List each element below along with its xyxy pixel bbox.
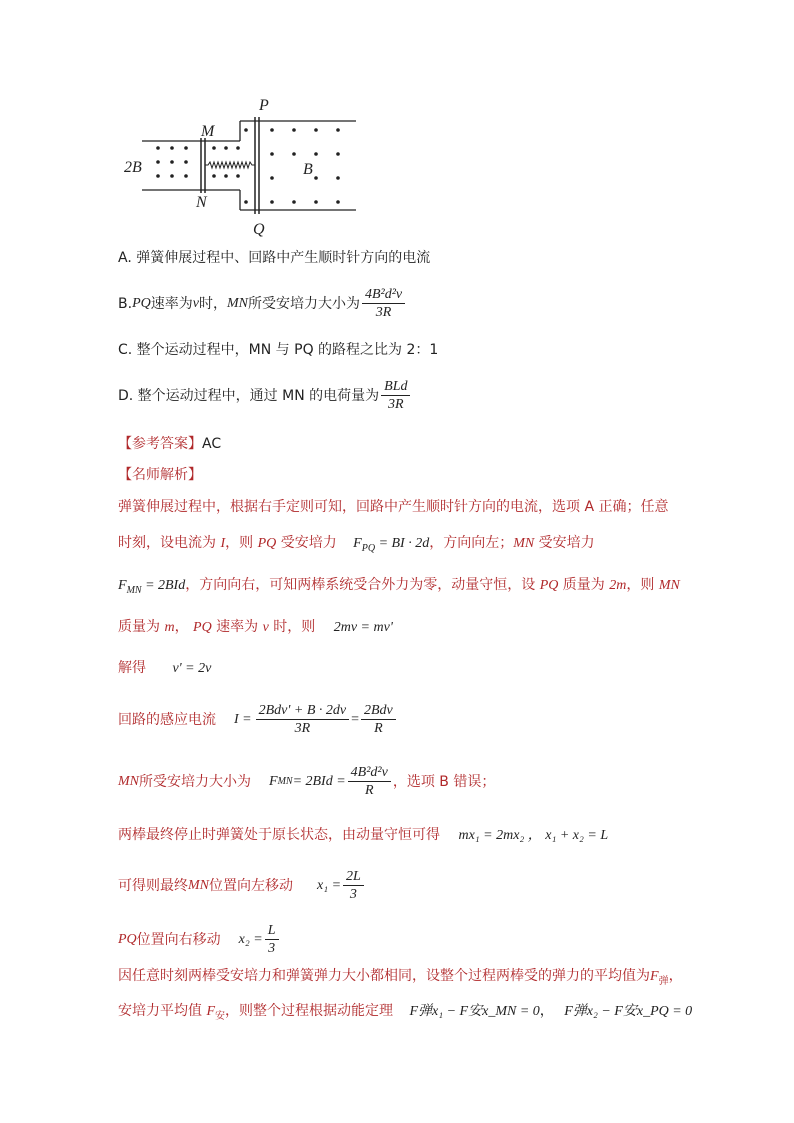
analysis-line-4: 质量为 m， PQ 速率为 v 时，则 2mv = mv' — [118, 619, 393, 635]
field-dot-2b — [170, 160, 174, 164]
field-dot-b — [336, 128, 340, 132]
field-dot-b — [244, 200, 248, 204]
option-b-pq: PQ — [132, 295, 151, 311]
analysis-line-9: 可得则最终 MN 位置向左移动 x₁ = $\frac{2L}{3}$ — [118, 868, 366, 903]
field-dot-b — [270, 128, 274, 132]
analysis-label: 【名师解析】 — [118, 467, 202, 483]
analysis-line-11: 因任意时刻两棒受安培力和弹簧弹力大小都相同，设整个过程两棒受的弹力的平均值为$F_弹$， — [118, 968, 683, 987]
field-dot-b — [336, 200, 340, 204]
field-dots-left — [156, 146, 240, 178]
label-m: M — [201, 123, 215, 140]
field-dot-2b — [184, 160, 188, 164]
field-dot-b — [336, 176, 340, 180]
option-b-mid: 速率为 — [150, 295, 193, 312]
option-d — [118, 378, 412, 413]
label-p: P — [259, 97, 269, 114]
analysis-line-1: 弹簧伸展过程中，根据右手定则可知，回路中产生顺时针方向的电流，选项 A 正确；任意 — [118, 499, 669, 515]
field-dot-2b — [224, 146, 228, 150]
option-d-text: D. 整个运动过程中，通过 MN 的电荷量为 — [118, 387, 380, 404]
field-dot-b — [314, 200, 318, 204]
option-a: A. 弹簧伸展过程中、回路中产生顺时针方向的电流 — [118, 250, 431, 266]
answer-line — [118, 434, 221, 454]
field-dot-2b — [184, 146, 188, 150]
field-dot-b — [314, 176, 318, 180]
analysis-line-6: 回路的感应电流 I = $\frac{\text{2Bdv' + B · 2dv}}{3R}$ = $\frac{\text{2Bdv}}{R}$ — [118, 702, 398, 737]
field-dot-b — [292, 200, 296, 204]
field-dot-b — [336, 152, 340, 156]
field-dot-b — [292, 128, 296, 132]
field-dot-b — [270, 200, 274, 204]
label-n: N — [196, 194, 207, 211]
option-b — [118, 286, 407, 321]
label-2b: 2B — [124, 159, 142, 176]
field-dot-2b — [236, 146, 240, 150]
field-dot-b — [270, 176, 274, 180]
circuit-figure — [110, 92, 370, 242]
option-b-end: 所受安培力大小为 — [247, 295, 360, 312]
option-d-fraction: $\frac{\text{BLd}}{3R}$ — [381, 378, 410, 413]
option-b-mid2: 时， — [198, 295, 227, 312]
field-dot-2b — [170, 146, 174, 150]
answer-value: AC — [202, 436, 222, 452]
field-dot-b — [270, 152, 274, 156]
field-dot-2b — [156, 174, 160, 178]
field-dot-b — [314, 152, 318, 156]
field-dot-2b — [170, 174, 174, 178]
field-dot-b — [314, 128, 318, 132]
option-b-mn: MN — [226, 295, 248, 311]
analysis-line-8: 两棒最终停止时弹簧处于原长状态，由动量守恒可得 mx₁ = 2mx₂ ， x₁ + x₂ = L — [118, 827, 609, 843]
option-c: C. 整个运动过程中，MN 与 PQ 的路程之比为 2：1 — [118, 342, 439, 358]
analysis-line-2: 时刻，设电流为 I，则 PQ 受安培力 $F_{PQ}$ = BI · 2d，方向向左；MN 受安培力 — [118, 535, 595, 554]
spring — [205, 162, 255, 168]
analysis-line-7: MN 所受安培力大小为 F MN = 2BId = $\frac{\text{4B²d²v}}{R}$ ，选项 B 错误； — [118, 765, 496, 798]
analysis-line-5: 解得 v' = 2v — [118, 660, 212, 676]
field-dot-2b — [156, 160, 160, 164]
label-q: Q — [253, 221, 265, 238]
field-dot-b — [244, 128, 248, 132]
field-dot-2b — [212, 146, 216, 150]
field-dot-b — [292, 152, 296, 156]
analysis-line-3: $F_{MN} = 2BId$，方向向右，可知两棒系统受合外力为零，动量守恒，设 PQ 质量为 2m，则 MN — [118, 577, 680, 596]
field-dot-2b — [212, 174, 216, 178]
field-dot-2b — [184, 174, 188, 178]
analysis-line-10: PQ 位置向右移动 x₂ = $\frac{L}{3}$ — [118, 922, 281, 957]
option-b-fraction: $\frac{\text{4B²d²v}}{3R}$ — [362, 286, 405, 321]
field-dot-2b — [156, 146, 160, 150]
field-dot-2b — [236, 174, 240, 178]
label-b: B — [303, 161, 313, 178]
option-b-prefix: B. — [118, 295, 133, 312]
option-b-v: v — [192, 295, 199, 311]
field-dot-2b — [224, 174, 228, 178]
answer-label: 【参考答案】 — [118, 436, 202, 452]
analysis-line-12: 安培力平均值 $F_安$，则整个过程根据动能定理 F弹x₁ − F安x_MN = 0， F弹x₂ − F安x_PQ = 0 — [118, 1003, 693, 1022]
